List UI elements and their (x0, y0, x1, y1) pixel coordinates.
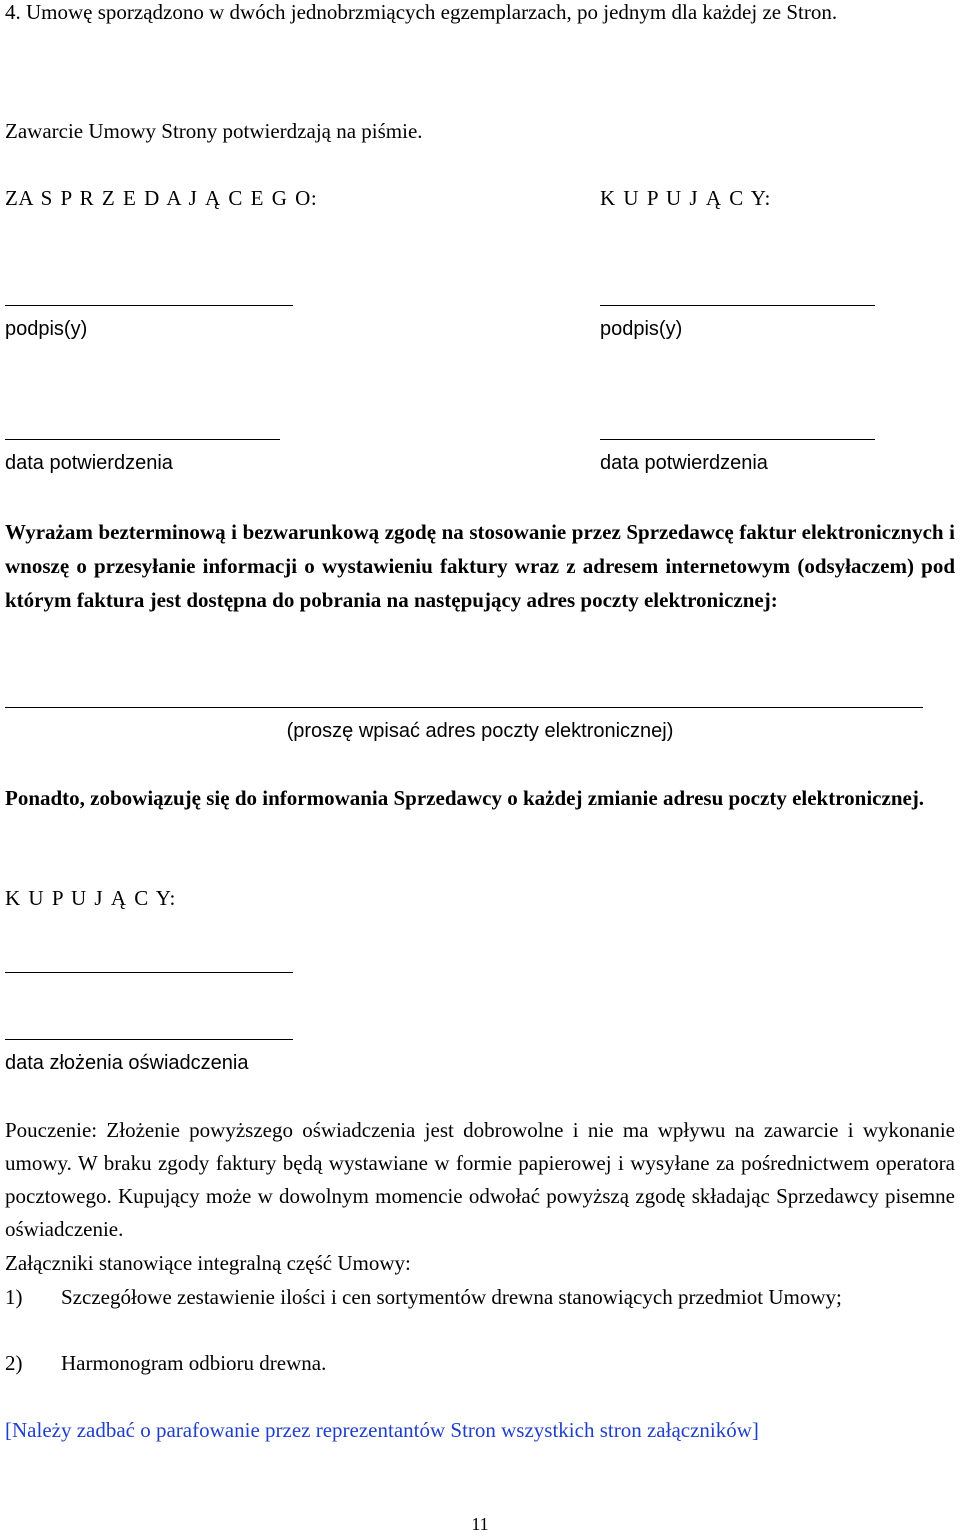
seller-label: ZA S P R Z E D A J Ą C E G O: (5, 186, 318, 210)
buyer-label-2: K U P U J Ą C Y: (5, 886, 176, 910)
buyer-label: K U P U J Ą C Y: (600, 186, 771, 210)
email-address-line[interactable] (5, 707, 923, 708)
attachment-text: Harmonogram odbioru drewna. (61, 1351, 327, 1375)
notice-paragraph: Pouczenie: Złożenie powyższego oświadczenia jest dobrowolne i nie ma wpływu na zawarcie i wykonanie umowy. W braku zgody faktury będą wystawiane w formie papierowej i wysyłane za pośrednictwem operatora pocztowego. Kupujący może w dowolnym momencie odwołać powyższą zgodę składając Sprzedawcy pisemne oświadczenie. (5, 1118, 955, 1241)
attachment-item-2 (5, 1347, 955, 1380)
seller-signature-label: podpis(y) (5, 318, 88, 340)
initials-note: [Należy zadbać o parafowanie przez reprezentantów Stron wszystkich stron załączników] (5, 1418, 759, 1442)
attachment-item-1 (5, 1281, 955, 1314)
declaration-date-line[interactable] (5, 1039, 293, 1040)
buyer-date-line[interactable] (600, 439, 875, 440)
attachments-heading: Załączniki stanowiące integralną część Umowy: (5, 1251, 411, 1275)
attachment-number: 2) (5, 1351, 23, 1375)
attachment-text: Szczegółowe zestawienie ilości i cen sortymentów drewna stanowiących przedmiot Umowy; (61, 1285, 842, 1309)
buyer-signature-line[interactable] (600, 305, 875, 306)
seller-date-label: data potwierdzenia (5, 452, 173, 474)
buyer-date-label: data potwierdzenia (600, 452, 768, 474)
buyer-signature-label: podpis(y) (600, 318, 683, 340)
buyer-signature-line-2[interactable] (5, 972, 293, 973)
consent-paragraph: Wyrażam bezterminową i bezwarunkową zgodę na stosowanie przez Sprzedawcę faktur elektronicznych i wnoszę o przesyłanie informacji o wystawieniu faktury wraz z adresem internetowym (odsyłaczem) pod którym faktura jest dostępna do pobrania na następujący adres poczty elektronicznej: (5, 520, 955, 612)
page-number: 11 (471, 1514, 489, 1534)
seller-date-line[interactable] (5, 439, 280, 440)
email-hint: (proszę wpisać adres poczty elektronicznej) (286, 720, 674, 742)
obligation-paragraph: Ponadto, zobowiązuję się do informowania Sprzedawcy o każdej zmianie adresu poczty elektronicznej. (5, 786, 925, 810)
seller-signature-line[interactable] (5, 305, 293, 306)
attachment-number: 1) (5, 1285, 23, 1309)
clause-4-text: 4. Umowę sporządzono w dwóch jednobrzmiących egzemplarzach, po jednym dla każdej ze Stron. (5, 0, 838, 24)
declaration-date-label: data złożenia oświadczenia (5, 1052, 249, 1074)
confirmation-text: Zawarcie Umowy Strony potwierdzają na piśmie. (5, 119, 423, 143)
